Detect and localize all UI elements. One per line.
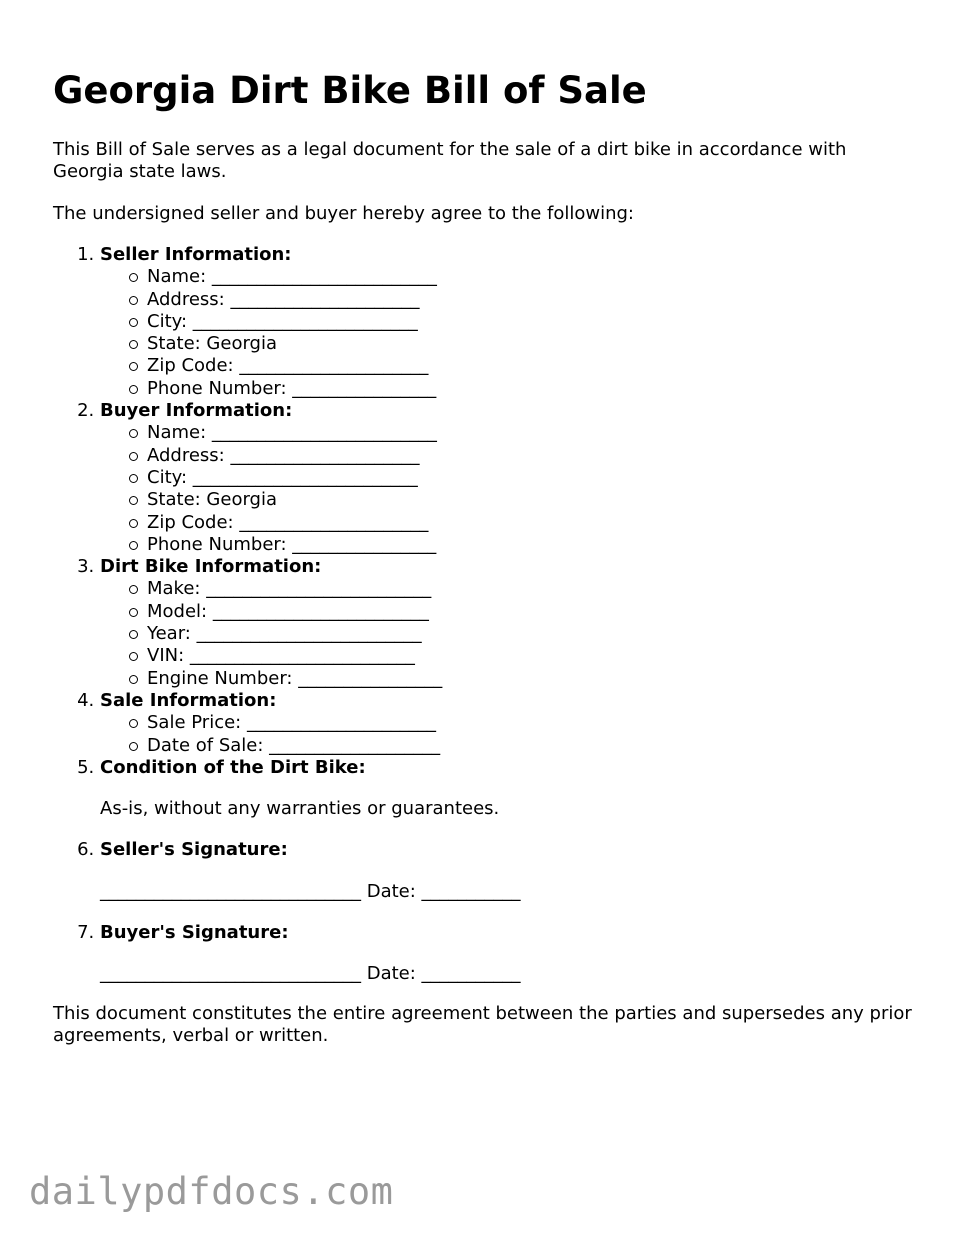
field-list (100, 266, 920, 400)
field-bike-make[interactable]: Make: _________________________ (147, 578, 920, 600)
field-buyer-city[interactable]: City: _________________________ (147, 467, 920, 489)
buyer-signature-line[interactable]: _____________________________ Date: ___________ (100, 963, 521, 985)
agreement-paragraph: The undersigned seller and buyer hereby agree to the following: (53, 203, 635, 224)
field-bike-engine-number[interactable]: Engine Number: ________________ (147, 668, 920, 690)
field-seller-city[interactable]: City: _________________________ (147, 311, 920, 333)
section-buyer-signature (100, 922, 920, 986)
field-buyer-name[interactable]: Name: _________________________ (147, 422, 920, 444)
field-seller-phone[interactable]: Phone Number: ________________ (147, 378, 920, 400)
field-sale-date[interactable]: Date of Sale: ___________________ (147, 735, 920, 757)
section-seller-information (100, 244, 920, 400)
field-list (100, 712, 920, 757)
field-buyer-phone[interactable]: Phone Number: ________________ (147, 534, 920, 556)
field-bike-year[interactable]: Year: _________________________ (147, 623, 920, 645)
field-buyer-address[interactable]: Address: _____________________ (147, 445, 920, 467)
field-seller-address[interactable]: Address: _____________________ (147, 289, 920, 311)
section-title: Condition of the Dirt Bike: (100, 756, 366, 778)
field-bike-model[interactable]: Model: ________________________ (147, 601, 920, 623)
field-seller-zip[interactable]: Zip Code: _____________________ (147, 355, 920, 377)
field-seller-state: State: Georgia (147, 333, 920, 355)
section-sale-information (100, 690, 920, 757)
section-seller-signature (100, 839, 920, 903)
field-list (100, 422, 920, 556)
field-sale-price[interactable]: Sale Price: _____________________ (147, 712, 920, 734)
closing-paragraph: This document constitutes the entire agreement between the parties and supersedes any prior agreements, verbal or written. (53, 1003, 912, 1047)
field-seller-name[interactable]: Name: _________________________ (147, 266, 920, 288)
seller-signature-line[interactable]: _____________________________ Date: ___________ (100, 880, 521, 902)
section-title: Dirt Bike Information: (100, 556, 322, 578)
section-title: Buyer's Signature: (100, 922, 289, 944)
section-title: Sale Information: (100, 689, 277, 711)
section-title: Seller Information: (100, 244, 292, 265)
field-buyer-state: State: Georgia (147, 489, 920, 511)
field-list (100, 578, 920, 689)
intro-paragraph: This Bill of Sale serves as a legal document for the sale of a dirt bike in accordance with Georgia state laws. (53, 139, 847, 183)
section-title: Seller's Signature: (100, 839, 288, 861)
section-dirt-bike-information (100, 556, 920, 690)
page-title: Georgia Dirt Bike Bill of Sale (53, 69, 647, 112)
field-bike-vin[interactable]: VIN: _________________________ (147, 645, 920, 667)
sections-list (53, 244, 920, 1005)
field-buyer-zip[interactable]: Zip Code: _____________________ (147, 512, 920, 534)
condition-text: As-is, without any warranties or guarantees. (100, 798, 500, 820)
watermark: dailypdfdocs.com (29, 1170, 394, 1213)
section-condition (100, 757, 920, 821)
section-title: Buyer Information: (100, 400, 293, 422)
section-buyer-information (100, 400, 920, 556)
